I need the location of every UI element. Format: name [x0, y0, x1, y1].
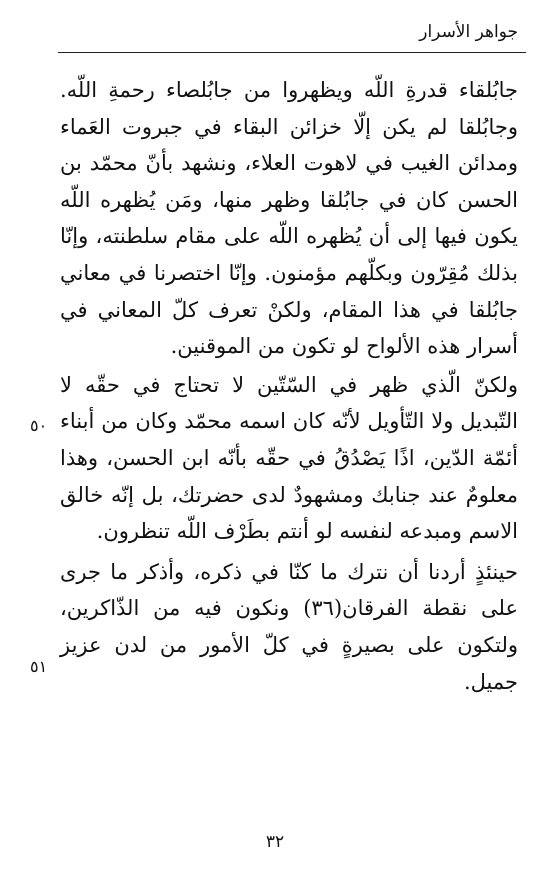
- paragraph-1: جابُلقاء قدرةِ اللّه ويظهروا من جابُلصاء رحمةِ اللّه. وجابُلقا لم يكن إلّا خزائن البقاء في جبروت العَماء ومدائن الغيب في لاهوت العلاء، ونشهد بأنّ محمّد بن الحسن كان في جابُلقا وظهر منها، ومَن يُظهره اللّه يكون فيها إلى أن يُظهره اللّه على مقام سلطنته، وإنّا بذلك مُقِرّون وبكلّهم مؤمنون. وإنّا اختصرنا في معاني جابُلقا في هذا المقام، ولكنْ تعرف كلّ المعاني في أسرار هذه الألواح لو تكون من الموقنين.: [60, 78, 518, 359]
- running-header: جواهر الأسرار: [419, 22, 518, 42]
- paragraph-50: ولكنّ الّذي ظهر في السّتّين لا تحتاج في حقّه لا التّبديل ولا التّأويل لأنّه كان اسمه محمّد وكان من أبناء أئمّة الدّين، اذًا يَصْدُقُ في حقّه بأنّه ابن الحسن، وهذا معلومٌ عند جنابك ومشهودٌ لدى حضرتك، بل إنّه خالق الاسم ومبدعه لنفسه لو أنتم بطَرْف اللّه تنظرون.: [60, 372, 518, 544]
- header-rule: [58, 52, 526, 53]
- paragraph-number-50: ٥٠: [30, 416, 48, 435]
- paragraph-51: حينئذٍ أردنا أن نترك ما كنّا في ذكره، وأذكر ما جرى على نقطة الفرقان(٣٦) ونكون فيه من الذّاكرين، ولتكون على بصيرةٍ في كلّ الأمور من لدن عزيز جميل.: [60, 559, 518, 694]
- page-number: ٣٢: [265, 832, 285, 852]
- paragraph-number-51: ٥١: [30, 657, 48, 676]
- text-body: [60, 72, 518, 700]
